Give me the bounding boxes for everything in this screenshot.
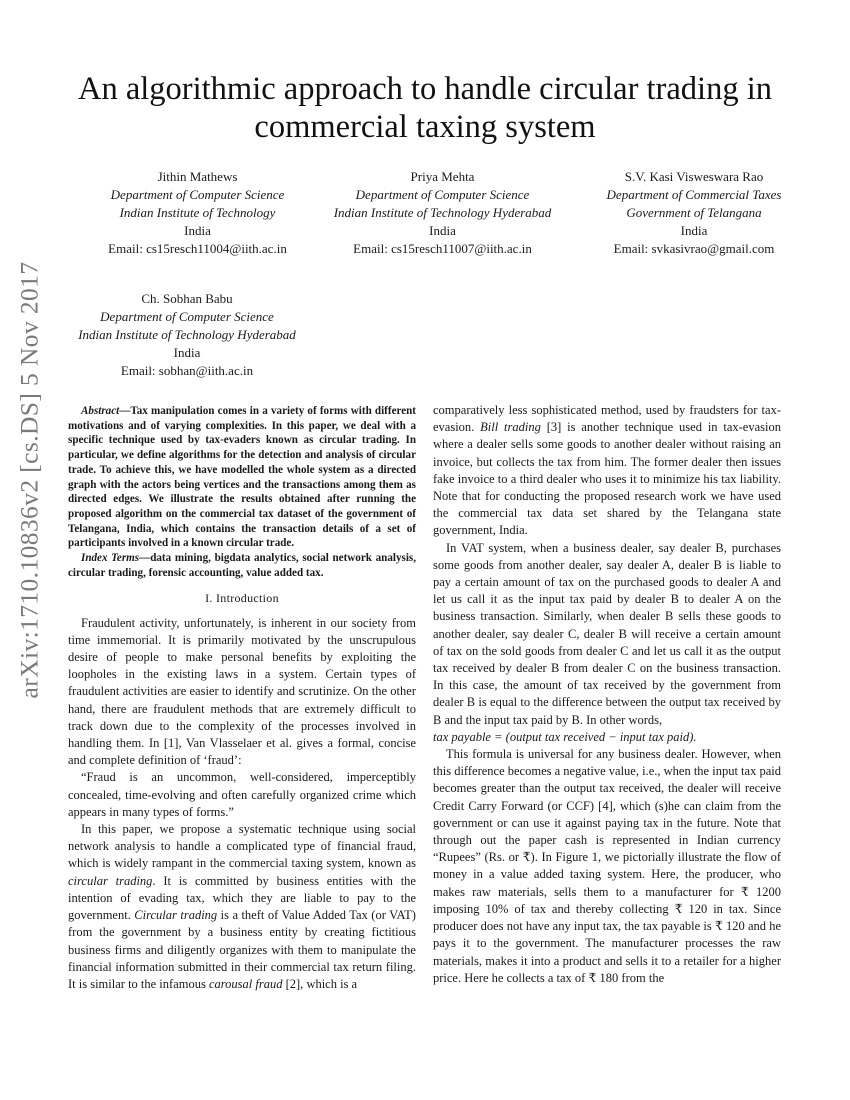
author-block — [315, 168, 570, 258]
author-block — [90, 168, 305, 258]
author-institute: Indian Institute of Technology — [119, 205, 276, 220]
author-block — [583, 168, 805, 258]
author-country: India — [184, 223, 211, 238]
body-paragraph: This formula is universal for any business dealer. However, when this difference becomes a negative value, i.e., when the input tax paid becomes greater than the output tax received, the dealer will receive Credit Carry Forward (or CCF) [4], which (s)he can claim from the government or can use it against paying tax in the future. Note that through out the paper cash is represented in Indian currency “Rupees” (Rs. or ₹). In Figure 1, we pictorially illustrate the flow of money in a value added taxing system. Here, the producer, who makes raw materials, sells them to a manufacturer for ₹ 1200 imposing 10% of tax and thereby collecting ₹ 120 in tax. Since producer does not have any input tax, the tax payable is ₹ 120 and he pays it to the government. The manufacturer processes the raw materials, makes it into a product and sells it to a retailer for a higher price. Here he collects a tax of ₹ 180 from the — [433, 747, 781, 985]
author-dept: Department of Computer Science — [100, 309, 274, 324]
author-name: Ch. Sobhan Babu — [141, 291, 233, 306]
author-institute: Indian Institute of Technology Hyderabad — [333, 205, 552, 220]
section-heading-introduction: I. Introduction — [205, 591, 279, 606]
abstract — [68, 404, 416, 551]
author-name: Jithin Mathews — [157, 169, 238, 184]
intro-paragraph: Fraudulent activity, unfortunately, is inherent in our society from time immemorial. It is primarily motivated by the unscrupulous desire of people to make personal benefits by exploiting the loopholes in the existing laws in a system. Certain types of fraudulent activities are easier to identify and scrutinize. On the other hand, there are fraudulent methods that are extremely difficult to track down due to the complexity of the processes involved in handling them. In [1], Van Vlasselaer et al. gives a formal, concise and complete definition of ‘fraud’: — [68, 615, 416, 768]
right-column — [433, 402, 781, 987]
author-dept: Department of Computer Science — [355, 187, 530, 202]
author-email: Email: sobhan@iith.ac.in — [120, 363, 254, 378]
left-column — [68, 404, 416, 993]
intro-paragraph: In this paper, we propose a systematic technique using social network analysis to handle a complicated type of financial fraud, which is widely rampant in the commercial taxing system, known as circular trading. It is committed by business entities with the intention of evading tax, which they are liable to pay to the government. Circular trading is a theft of Value Added Tax (or VAT) from the government by a business entity by creating fictitious business firms and diligently organizes with them to manipulate the financial information submitted in their commercial tax return filing. It is similar to the infamous carousal fraud [2], which is a — [68, 822, 416, 991]
author-country: India — [173, 345, 201, 360]
index-terms-label: Index Terms — [81, 552, 140, 565]
abstract-label: Abstract — [81, 405, 120, 417]
author-block — [62, 290, 312, 380]
index-terms — [68, 551, 416, 580]
author-name: Priya Mehta — [410, 169, 475, 184]
author-country: India — [429, 223, 456, 238]
author-country: India — [680, 223, 708, 238]
author-email: Email: svkasivrao@gmail.com — [613, 241, 775, 256]
author-dept: Department of Commercial Taxes — [606, 187, 782, 202]
author-dept: Department of Computer Science — [110, 187, 285, 202]
author-name: S.V. Kasi Visweswara Rao — [624, 169, 764, 184]
fraud-quote: “Fraud is an uncommon, well-considered, imperceptibly concealed, time-evolving and often carefully organized crime which appears in many types of forms.” — [68, 770, 416, 819]
body-paragraph: comparatively less sophisticated method, used by fraudsters for tax-evasion. Bill trading [3] is another technique used in tax-evasion where a dealer sells some goods to another dealer without raising an invoice, but collects the tax from him. The former dealer then issues fake invoice to a third dealer who uses it to minimize his tax liability. Note that for conducting the proposed research work we have used the commercial tax data set shared by the Telangana state government, India. — [433, 403, 781, 538]
author-email: Email: cs15resch11004@iith.ac.in — [108, 241, 287, 256]
paper-title: An algorithmic approach to handle circular trading in commercial taxing system — [78, 71, 772, 145]
arxiv-identifier — [2, 261, 56, 699]
author-email: Email: cs15resch11007@iith.ac.in — [353, 241, 532, 256]
body-paragraph: In VAT system, when a business dealer, say dealer B, purchases some goods from another dealer, say dealer A, dealer B is liable to pay a certain amount of tax on the purchased goods to dealer A and let us call it as the input tax paid by dealer B to dealer A on the business transaction. Similarly, when dealer B sells these goods to another dealer, say dealer C, dealer B will receive a certain amount of tax on the sold goods from dealer C and let us call it as the output tax received by dealer B from dealer C on the business transaction. In this case, the amount of tax received by the government from dealer B is equal to the difference between the output tax received by B and the input tax paid by B. In other words, — [433, 540, 781, 727]
arxiv-id-text: arXiv:1710.10836v2 [cs.DS] 5 Nov 2017 — [14, 261, 43, 699]
abstract-text: —Tax manipulation comes in a variety of forms with different motivations and of varying complexities. In this paper, we deal with a specific technique used by tax-evaders known as circular trading. In particular, we define algorithms for the detection and analysis of circular trade. To achieve this, we have modelled the whole system as a directed graph with the actors being vertices and the transactions among them as directed edges. We illustrate the results obtained after running the proposed algorithm on the commercial tax dataset of the government of Telangana, India, which contains the transaction details of a set of participants involved in a known circular trade. — [68, 405, 416, 550]
author-institute: Indian Institute of Technology Hyderabad — [78, 327, 296, 342]
author-institute: Government of Telangana — [626, 205, 762, 220]
index-terms-text: —data mining, bigdata analytics, social network analysis, circular trading, forensic accounting, value added tax. — [68, 552, 416, 579]
tax-formula: tax payable = (output tax received − input tax paid). — [433, 729, 697, 744]
